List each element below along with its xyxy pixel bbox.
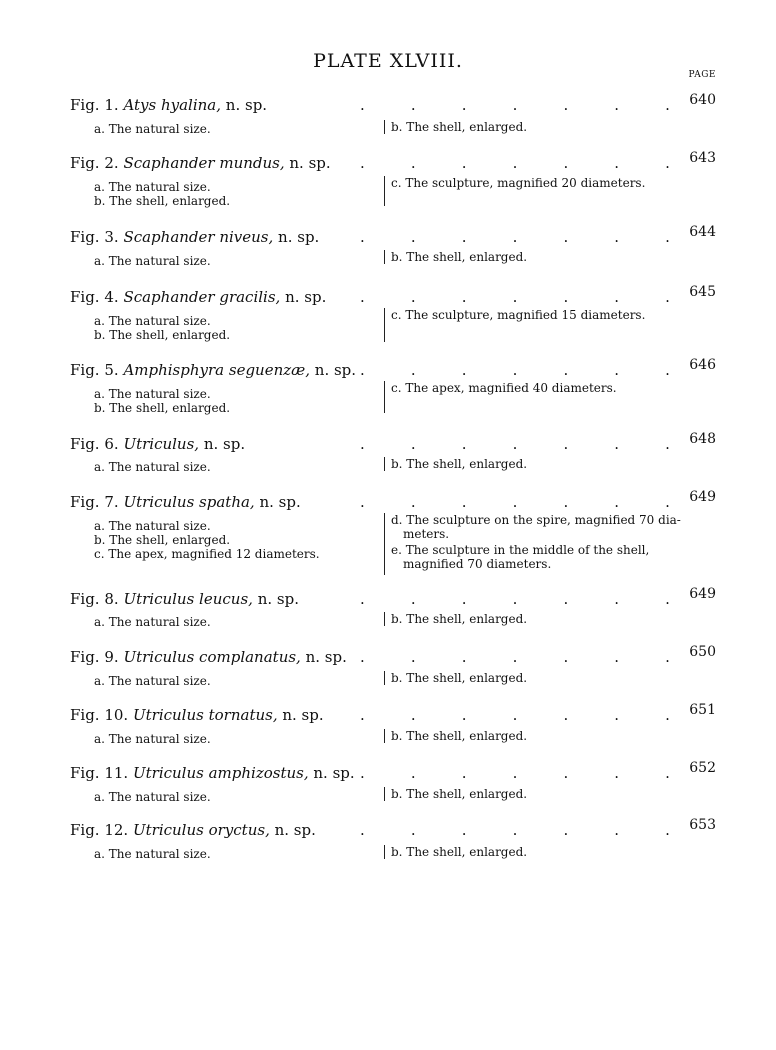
figure-number: Fig. 4. xyxy=(70,288,119,306)
right-descriptions xyxy=(384,845,697,859)
description-line: b. The shell, enlarged. xyxy=(391,250,528,264)
species-name: Scaphander gracilis, xyxy=(123,288,281,306)
page-number: 653 xyxy=(689,817,716,833)
right-descriptions xyxy=(384,671,697,685)
dot-leader: . . . . . . . xyxy=(360,493,670,511)
description-line: b. The shell, enlarged. xyxy=(391,671,528,685)
figure-heading xyxy=(70,706,324,724)
page-number: 646 xyxy=(689,357,716,373)
right-descriptions xyxy=(384,250,697,264)
figure-number: Fig. 3. xyxy=(70,228,119,246)
description-line: c. The apex, magnified 12 diameters. xyxy=(94,547,320,561)
figure-number: Fig. 2. xyxy=(70,154,119,172)
description-line: d. The sculpture on the spire, magnified 70 dia- xyxy=(391,513,681,527)
species-name: Utriculus amphizostus, xyxy=(132,764,309,782)
page-number: 643 xyxy=(689,150,716,166)
species-name: Utriculus, xyxy=(123,435,200,453)
species-suffix: n. sp. xyxy=(269,821,316,839)
description-line: meters. xyxy=(403,527,450,541)
figure-number: Fig. 5. xyxy=(70,361,119,379)
species-name: Utriculus leucus, xyxy=(123,590,253,608)
species-name: Scaphander niveus, xyxy=(123,228,274,246)
left-descriptions xyxy=(94,847,374,861)
dot-leader: . . . . . . . xyxy=(360,706,670,724)
page-number: 650 xyxy=(689,644,716,660)
species-suffix: n. sp. xyxy=(300,648,347,666)
page-number: 640 xyxy=(689,92,716,108)
description-line: a. The natural size. xyxy=(94,847,211,861)
species-name: Utriculus oryctus, xyxy=(132,821,270,839)
right-descriptions xyxy=(384,729,697,743)
left-descriptions xyxy=(94,180,374,208)
dot-leader: . . . . . . . xyxy=(360,228,670,246)
figure-heading xyxy=(70,590,299,608)
figure-number: Fig. 12. xyxy=(70,821,129,839)
figure-number: Fig. 8. xyxy=(70,590,119,608)
species-suffix: n. sp. xyxy=(252,590,299,608)
plate-title: PLATE XLVIII. xyxy=(313,50,463,72)
description-line: b. The shell, enlarged. xyxy=(391,120,528,134)
species-name: Utriculus complanatus, xyxy=(123,648,301,666)
description-line: b. The shell, enlarged. xyxy=(94,194,231,208)
figure-number: Fig. 11. xyxy=(70,764,129,782)
page-number: 648 xyxy=(689,431,716,447)
right-descriptions xyxy=(384,308,697,342)
species-suffix: n. sp. xyxy=(284,154,331,172)
description-line: a. The natural size. xyxy=(94,254,211,268)
species-suffix: n. sp. xyxy=(221,96,268,114)
figure-heading xyxy=(70,96,267,114)
page-number: 649 xyxy=(689,586,716,602)
description-line: a. The natural size. xyxy=(94,180,211,194)
figure-heading xyxy=(70,493,301,511)
description-line: a. The natural size. xyxy=(94,314,211,328)
left-descriptions xyxy=(94,674,374,688)
dot-leader: . . . . . . . xyxy=(360,96,670,114)
dot-leader: . . . . . . . xyxy=(360,154,670,172)
description-line: b. The shell, enlarged. xyxy=(391,729,528,743)
right-descriptions xyxy=(384,176,697,206)
left-descriptions xyxy=(94,254,374,268)
description-line: c. The apex, magnified 40 diameters. xyxy=(391,381,617,395)
species-suffix: n. sp. xyxy=(254,493,301,511)
description-line: b. The shell, enlarged. xyxy=(391,787,528,801)
description-line: e. The sculpture in the middle of the shell, xyxy=(391,543,650,557)
right-descriptions xyxy=(384,120,697,134)
dot-leader: . . . . . . . xyxy=(360,821,670,839)
species-name: Amphisphyra seguenzæ, xyxy=(123,361,311,379)
species-suffix: n. sp. xyxy=(273,228,320,246)
left-descriptions xyxy=(94,387,374,415)
left-descriptions xyxy=(94,615,374,629)
figure-heading xyxy=(70,228,319,246)
description-line: magnified 70 diameters. xyxy=(403,557,552,571)
left-descriptions xyxy=(94,122,374,136)
description-line: b. The shell, enlarged. xyxy=(94,533,231,547)
description-line: b. The shell, enlarged. xyxy=(391,612,528,626)
left-descriptions xyxy=(94,314,374,342)
dot-leader: . . . . . . . xyxy=(360,361,670,379)
figure-heading xyxy=(70,648,347,666)
page-number: 652 xyxy=(689,760,716,776)
left-descriptions xyxy=(94,732,374,746)
dot-leader: . . . . . . . xyxy=(360,590,670,608)
figure-number: Fig. 10. xyxy=(70,706,129,724)
page-number: 649 xyxy=(689,489,716,505)
page-number: 651 xyxy=(689,702,716,718)
description-line: b. The shell, enlarged. xyxy=(94,328,231,342)
left-descriptions xyxy=(94,460,374,474)
dot-leader: . . . . . . . xyxy=(360,435,670,453)
description-line: a. The natural size. xyxy=(94,615,211,629)
description-line: c. The sculpture, magnified 15 diameters. xyxy=(391,308,646,322)
description-line: a. The natural size. xyxy=(94,122,211,136)
right-descriptions xyxy=(384,787,697,801)
species-name: Utriculus tornatus, xyxy=(132,706,278,724)
page-column-label: PAGE xyxy=(688,70,716,80)
figure-heading xyxy=(70,361,356,379)
dot-leader: . . . . . . . xyxy=(360,648,670,666)
species-suffix: n. sp. xyxy=(308,764,355,782)
figure-number: Fig. 1. xyxy=(70,96,119,114)
right-descriptions xyxy=(384,381,697,413)
description-line: b. The shell, enlarged. xyxy=(391,845,528,859)
species-suffix: n. sp. xyxy=(280,288,327,306)
page-number: 645 xyxy=(689,284,716,300)
figure-heading xyxy=(70,154,331,172)
description-line: b. The shell, enlarged. xyxy=(391,457,528,471)
description-line: c. The sculpture, magnified 20 diameters. xyxy=(391,176,646,190)
left-descriptions xyxy=(94,519,374,561)
page-number: 644 xyxy=(689,224,716,240)
figure-heading xyxy=(70,435,245,453)
species-suffix: n. sp. xyxy=(310,361,357,379)
figure-number: Fig. 6. xyxy=(70,435,119,453)
species-suffix: n. sp. xyxy=(199,435,246,453)
description-line: a. The natural size. xyxy=(94,387,211,401)
species-suffix: n. sp. xyxy=(277,706,324,724)
species-name: Atys hyalina, xyxy=(123,96,222,114)
right-descriptions xyxy=(384,612,697,626)
description-line: a. The natural size. xyxy=(94,790,211,804)
right-descriptions xyxy=(384,457,697,471)
left-descriptions xyxy=(94,790,374,804)
figure-heading xyxy=(70,764,355,782)
description-line: a. The natural size. xyxy=(94,732,211,746)
figure-heading xyxy=(70,288,326,306)
description-line: a. The natural size. xyxy=(94,460,211,474)
description-line: b. The shell, enlarged. xyxy=(94,401,231,415)
description-line: a. The natural size. xyxy=(94,674,211,688)
description-line: a. The natural size. xyxy=(94,519,211,533)
dot-leader: . . . . . . . xyxy=(360,764,670,782)
figure-number: Fig. 9. xyxy=(70,648,119,666)
species-name: Scaphander mundus, xyxy=(123,154,285,172)
dot-leader: . . . . . . . xyxy=(360,288,670,306)
species-name: Utriculus spatha, xyxy=(123,493,255,511)
figure-number: Fig. 7. xyxy=(70,493,119,511)
right-descriptions xyxy=(384,513,697,575)
figure-heading xyxy=(70,821,316,839)
